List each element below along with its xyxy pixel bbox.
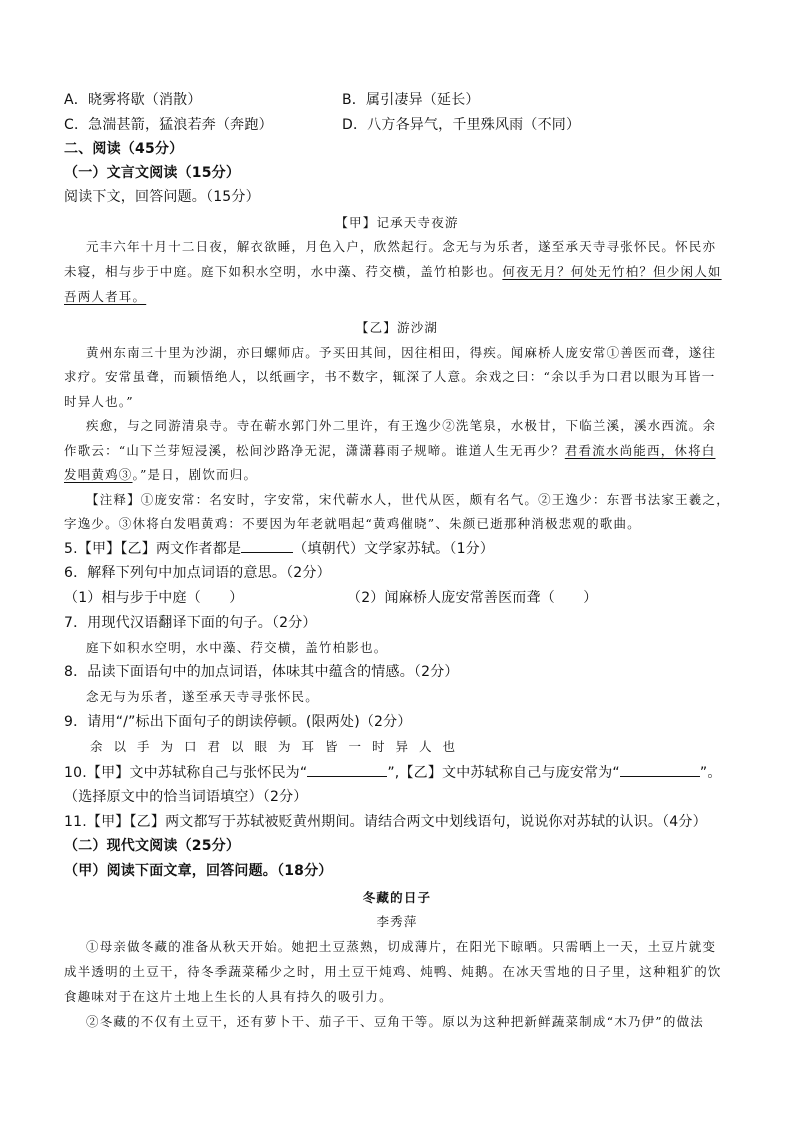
passage-yi-line: 求疗。安常虽聋，而颖悟绝人，以纸画字，书不数字，辄深了人意。余戏之曰：“余以手为口君以眼为耳皆一 xyxy=(64,369,716,384)
passage-yi-line xyxy=(64,441,716,461)
question-6-item-1: （1）相与步于中庭（ ） xyxy=(64,590,244,606)
article-paragraph-line: 成半透明的土豆干，待冬季蔬菜稀少之时，用土豆干炖鸡、炖鸭、炖鹅。在冰天雪地的日子里，这种粗犷的饮 xyxy=(64,964,722,979)
question-9: 9．请用“/”标出下面句子的朗读停顿。(限两处)（2分） xyxy=(64,714,412,730)
question-9-sentence: 余以手为口君以眼为耳皆一时异人也 xyxy=(90,739,467,754)
answer-blank[interactable] xyxy=(620,762,700,777)
question-text: ”,【乙】文中苏轼称自己与庞安常为“ xyxy=(387,765,620,781)
section-modern-jia: （甲）阅读下面文章，回答问题。（18分） xyxy=(64,863,333,879)
question-6-item-2: （2）闻麻桥人庞安常善医而聋（ ） xyxy=(347,590,598,606)
underlined-sentence: 君看流水尚能西，休将白 xyxy=(564,443,716,458)
passage-yi-line: 时异人也。” xyxy=(64,394,134,409)
question-8: 8．品读下面语句中的加点词语，体味其中蕴含的情感。（2分） xyxy=(64,664,459,680)
option-b: B．属引凄异（延长） xyxy=(342,92,480,108)
option-c: C．急湍甚箭，猛浪若奔（奔跑） xyxy=(64,117,273,133)
passage-text: 作歌云：“山下兰芽短浸溪，松间沙路净无泥，潇潇暮雨子规啼。谁道人生无再少？ xyxy=(64,443,565,458)
passage-yi-line: 黄州东南三十里为沙湖，亦曰螺师店。予买田其间，因往相田，得疾。闻麻桥人庞安常①善医而聋，遂往 xyxy=(86,345,717,360)
question-10 xyxy=(64,762,722,783)
question-6: 6．解释下列句中加点词语的意思。（2分） xyxy=(64,565,331,581)
section-modern-title: （二）现代文阅读（25分） xyxy=(64,838,241,854)
question-8-sentence: 念无与为乐者，遂至承天寺寻张怀民。 xyxy=(86,689,319,704)
passage-text: 未寝，相与步于中庭。庭下如积水空明，水中藻、荇交横，盖竹柏影也。 xyxy=(64,264,503,279)
option-d: D．八方各异气，千里殊风雨（不同） xyxy=(342,117,581,133)
annotation-line: 【注释】①庞安常：名安时，字安常，宋代蕲水人，世代从医，颇有名气。②王逸少：东晋书法家王羲之， xyxy=(86,492,730,507)
section-classical-title: （一）文言文阅读（15分） xyxy=(64,165,241,181)
question-text: ”。 xyxy=(699,765,722,781)
passage-yi-title: 【乙】游沙湖 xyxy=(355,320,439,335)
article-author: 李秀萍 xyxy=(376,914,418,929)
underlined-sentence: 发唱黄鸡③ xyxy=(64,467,133,482)
passage-jia-line: 元丰六年十月十二日夜，解衣欲睡，月色入户，欣然起行。念无与为乐者，遂至承天寺寻张怀民。怀民亦 xyxy=(86,239,717,254)
passage-jia-line xyxy=(64,262,722,282)
underlined-sentence: 何夜无月？何处无竹柏？但少闲人如 xyxy=(502,264,722,279)
underlined-sentence: 吾两人者耳。 xyxy=(64,289,147,304)
question-text: （填朝代）文学家苏轼。（1分） xyxy=(293,541,495,557)
passage-text: 。”是日，剧饮而归。 xyxy=(132,467,258,482)
question-5 xyxy=(64,538,494,559)
article-paragraph-line: ②冬藏的不仅有土豆干，还有萝卜干、茄子干、豆角干等。原以为这种把新鲜蔬菜制成“木乃伊”的做法 xyxy=(86,1014,704,1029)
answer-blank[interactable] xyxy=(307,762,387,777)
question-7: 7．用现代汉语翻译下面的句子。（2分） xyxy=(64,615,317,631)
annotation-line: 字逸少。③休将白发唱黄鸡：不要因为年老就唱起“黄鸡催晓”、朱颜已逝那种消极悲观的歌曲。 xyxy=(64,516,641,531)
question-text: 10.【甲】文中苏轼称自己与张怀民为“ xyxy=(64,765,308,781)
passage-yi-line: 疾愈，与之同游清泉寺。寺在蕲水郭门外二里许，有王逸少②洗笔泉，水极甘，下临兰溪，溪水西流。余 xyxy=(86,418,717,433)
answer-blank[interactable] xyxy=(241,538,293,553)
question-11: 11.【甲】【乙】两文都写于苏轼被贬黄州期间。请结合两文中划线语句，说说你对苏轼的认识。（4分） xyxy=(64,814,707,830)
passage-jia-title: 【甲】记承天寺夜游 xyxy=(335,215,459,230)
article-paragraph-line: ①母亲做冬藏的准备从秋天开始。她把土豆蒸熟，切成薄片，在阳光下晾晒。只需晒上一天，土豆片就变 xyxy=(86,939,717,954)
instruction: 阅读下文，回答问题。（15分） xyxy=(64,189,260,205)
question-text: 5.【甲】【乙】两文作者都是 xyxy=(64,541,242,557)
question-7-sentence: 庭下如积水空明，水中藻、荇交横，盖竹柏影也。 xyxy=(86,640,388,655)
section-reading-title: 二、阅读（45分） xyxy=(64,141,184,157)
question-10-note: （选择原文中的恰当词语填空）（2分） xyxy=(64,789,308,805)
passage-yi-line xyxy=(64,465,257,485)
article-title: 冬藏的日子 xyxy=(362,890,432,905)
article-paragraph-line: 食趣味对于在这片土地上生长的人具有持久的吸引力。 xyxy=(64,989,393,1004)
option-a: A．晓雾将歇（消散） xyxy=(64,92,202,108)
